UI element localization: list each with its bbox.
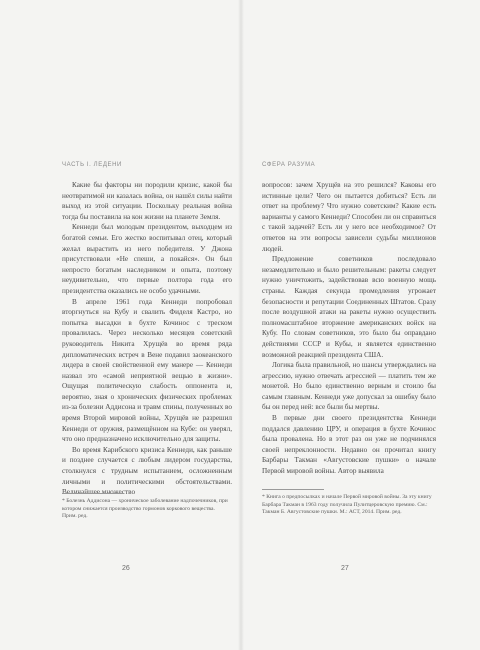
paragraph: Логика была правильной, но шансы утверждались на агрессию, нужно отвечать агрессией — платить тем же монетой. Но было единственно верным и стоило бы самым главным. Кеннеди уже допускал за ошибку было бы он перед ней: все были бы мертвы. — [262, 361, 436, 412]
page-number: 27 — [341, 565, 349, 572]
paragraph: В первые дни своего президентства Кеннеди поддался давлению ЦРУ, и операция в бухте Кочинос была провалена. Но в этот раз он уже не подчинялся своей непреклонности. Недавно он прочитал книгу Барбары Такман «Августовские пушки» о начале Первой мировой войны. Автор выявила — [262, 414, 436, 476]
paragraph: Во время Карибского кризиса Кеннеди, как раньше и позднее случается с любым лидером государства, столкнулся с трудным испытанием, осложненным личными и политическими обстоятельствами. Величайшее множество — [62, 445, 232, 497]
running-head: ЧАСТЬ І. ЛЕДЕНИ — [62, 162, 122, 168]
page-body — [62, 180, 232, 498]
paragraph: Предложение советников последовало незамедлительно и было решительным: ракеты следует нужно уничтожить, задействовав всю военную мощь страны. Каждая секунда промедления угрожает безопасности и репутации Соединенных Штатов. Сразу после воздушной атаки на ракеты нужно осуществить полномасштабное вторжение американских войск на Кубу. По словам советников, это было бы оправдано действиями СССР и Кубы, и является единственно возможной реакцией президента США. — [262, 255, 436, 359]
footnote: * Книга о предпосылках и начале Первой мировой войны. За эту книгу Барбара Такман в 1963 году получила Пулитцеровскую премию. См.: Такман Б. Августовские пушки. М.: АСТ, 2014. Прим. ред. — [262, 494, 432, 516]
paragraph: В апреле 1961 года Кеннеди попробовал вторгнуться на Кубу и свалить Фиделя Кастро, но попытка высадки в бухте Кочинос с треском провалилась. Через несколько месяцев советский руководитель Никита Хрущёв во время ряда дипломатических встреч в Вене подавил заокеанского лидера в своей свойственной ему манере — Кеннеди назвал это «самой неприятной вещью в жизни». Ощущая политическую слабость оппонента и, вероятно, зная о хронических физических проблемах из-за болезни Аддисона и травм спины, полученных во время Второй мировой войны, Хрущёв не разрешил Кеннеди от оружия, размещённом на Кубе: он уверял, что оно предназначено исключительно для защиты. — [62, 297, 232, 444]
page-body — [262, 180, 436, 477]
running-head: СФЕРА РАЗУМА — [262, 162, 316, 168]
paragraph: Кеннеди был молодым президентом, выходцем из богатой семьи. Его жестко воспитывал отец, который желал вырастить из него победителя. У Джона присутствовали «Не спеши, а покайся». Он был непросто богатым наследником и опыта, поэтому неудивительно, что первые полтора года его президентства оказались не особо удачными. — [62, 223, 232, 295]
paragraph: вопросов: зачем Хрущёв на это решился? Каковы его истинные цели? Чего он пытается добиться? Есть ли ответ на проблему? Что нужно советским? Какие есть варианты у самого Кеннеди? Способен ли он справиться с такой задачей? Есть ли у него все необходимое? От ответов на эти вопросы зависели судьбы миллионов людей. — [262, 181, 436, 253]
footnote: * Болезнь Аддисона — хроническое заболевание надпочечников, при котором снижается производство гормонов коркового вещества. Прим. ред. — [62, 498, 228, 520]
page-number: 26 — [122, 565, 130, 572]
footnote-rule — [262, 489, 324, 490]
right-page — [240, 0, 480, 650]
footnote-rule — [62, 493, 124, 494]
paragraph: Какие бы факторы ни породили кризис, какой бы неотвратимой ни казалась война, он нашёл силы найти выход из этой ситуации. Поскольку реальная война тогда бы поставила на кон жизни на планете Земля. — [62, 181, 232, 221]
